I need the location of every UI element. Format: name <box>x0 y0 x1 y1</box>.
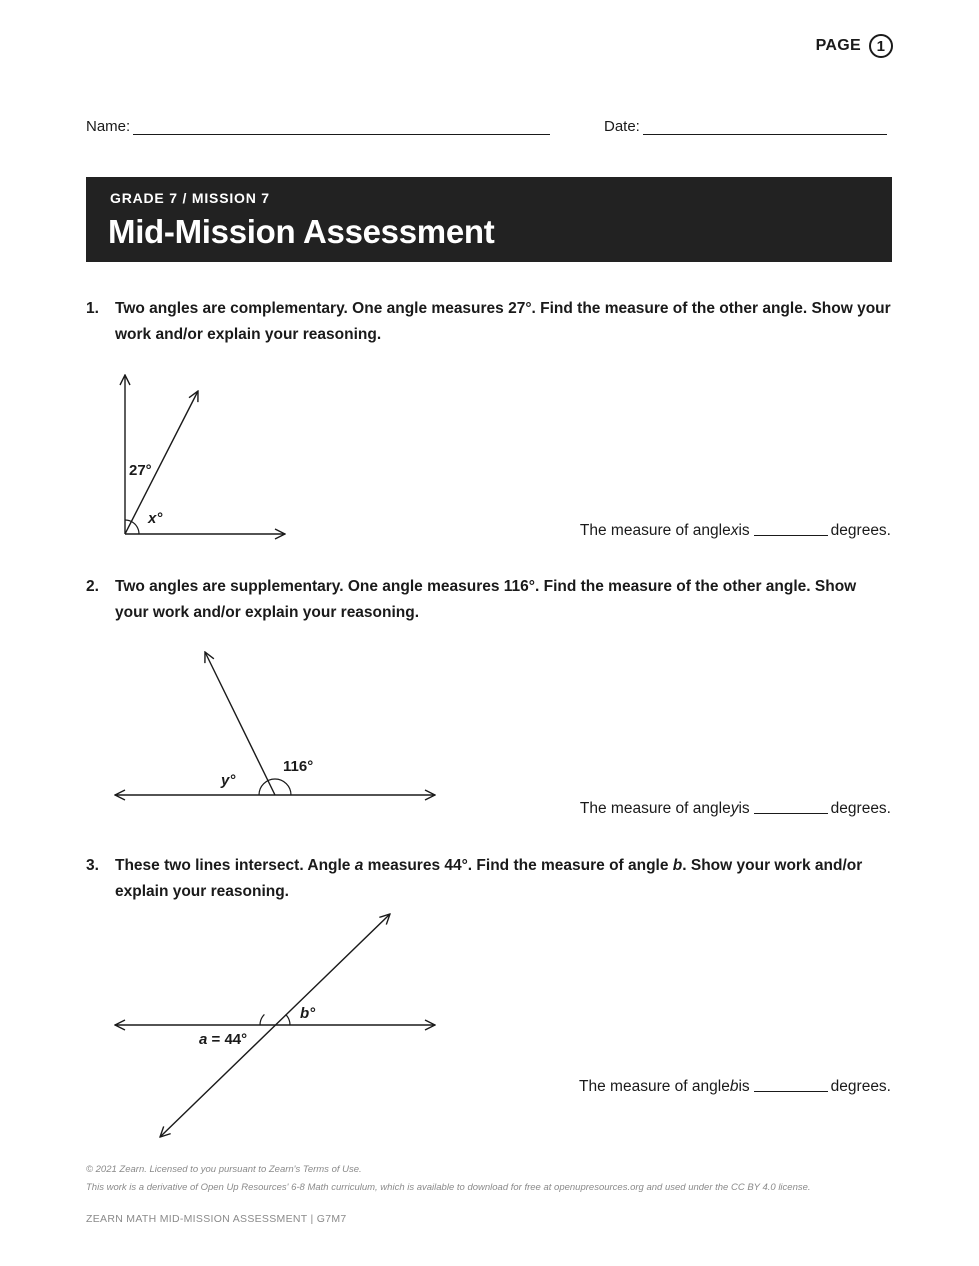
answer-blank[interactable] <box>754 534 828 536</box>
angle-arc <box>259 779 291 795</box>
angle-arc-b <box>286 1014 290 1025</box>
label-27: 27° <box>129 462 152 479</box>
name-field[interactable] <box>86 118 550 135</box>
answer-blank[interactable] <box>754 1090 828 1092</box>
slanted-ray <box>205 652 275 795</box>
answer-is: is <box>738 522 750 539</box>
answer-suffix: degrees. <box>830 800 891 817</box>
question-2 <box>86 574 892 626</box>
intersecting-lines-diagram <box>100 905 445 1145</box>
question-text: Two angles are complementary. One angle measures 27°. Find the measure of the other angle. Show your work and/or explain your reasoning. <box>115 300 891 343</box>
angle-arc-x <box>131 522 139 535</box>
supplementary-angle-diagram <box>100 640 445 810</box>
page-number <box>816 34 893 58</box>
label-y: y° <box>221 772 236 789</box>
date-label: Date: <box>604 118 640 135</box>
question-text: These two lines intersect. Angle a measures 44°. Find the measure of angle b. Show your work and/or explain your reasoning. <box>115 857 863 900</box>
label-x: x° <box>148 510 163 527</box>
answer-is: is <box>738 800 750 817</box>
answer-2 <box>580 800 891 818</box>
answer-blank[interactable] <box>754 812 828 814</box>
answer-suffix: degrees. <box>830 522 891 539</box>
page-number-circle: 1 <box>869 34 893 58</box>
footer-copyright: © 2021 Zearn. Licensed to you pursuant to Zearn's Terms of Use. <box>86 1164 362 1175</box>
answer-1 <box>580 522 891 540</box>
answer-prefix: The measure of angle <box>579 1078 730 1095</box>
date-line[interactable] <box>643 120 887 135</box>
answer-is: is <box>738 1078 750 1095</box>
footer-derivative: This work is a derivative of Open Up Resources' 6-8 Math curriculum, which is available to download for free at openupresources.org and used under the CC BY 4.0 license. <box>86 1182 811 1193</box>
answer-suffix: degrees. <box>830 1078 891 1095</box>
page-label: PAGE <box>815 37 861 54</box>
angle-arc-27 <box>125 520 131 522</box>
banner-subtitle: GRADE 7 / MISSION 7 <box>110 190 270 206</box>
header-banner <box>86 177 892 262</box>
question-1 <box>86 296 892 348</box>
label-b: b° <box>300 1005 316 1022</box>
question-number: 3. <box>86 857 99 874</box>
answer-prefix: The measure of angle <box>579 800 731 817</box>
date-field[interactable] <box>604 118 887 135</box>
question-number: 1. <box>86 300 99 317</box>
angle-arc-a <box>260 1014 264 1025</box>
answer-3 <box>579 1078 891 1096</box>
answer-variable: x <box>730 522 739 539</box>
question-number: 2. <box>86 578 99 595</box>
name-label: Name: <box>86 118 131 135</box>
answer-variable: b <box>729 1078 739 1095</box>
banner-title: Mid-Mission Assessment <box>108 213 495 250</box>
footer-doc-id: ZEARN MATH MID-MISSION ASSESSMENT | G7M7 <box>86 1213 347 1225</box>
question-3 <box>86 853 892 905</box>
question-text: Two angles are supplementary. One angle measures 116°. Find the measure of the other angle. Show your work and/or explain your reasoning. <box>115 578 857 621</box>
answer-variable: y <box>730 800 739 817</box>
label-a: a = 44° <box>199 1031 248 1048</box>
complementary-angle-diagram <box>100 365 300 550</box>
name-line[interactable] <box>133 120 550 135</box>
label-116: 116° <box>283 758 314 775</box>
answer-prefix: The measure of angle <box>579 522 731 539</box>
